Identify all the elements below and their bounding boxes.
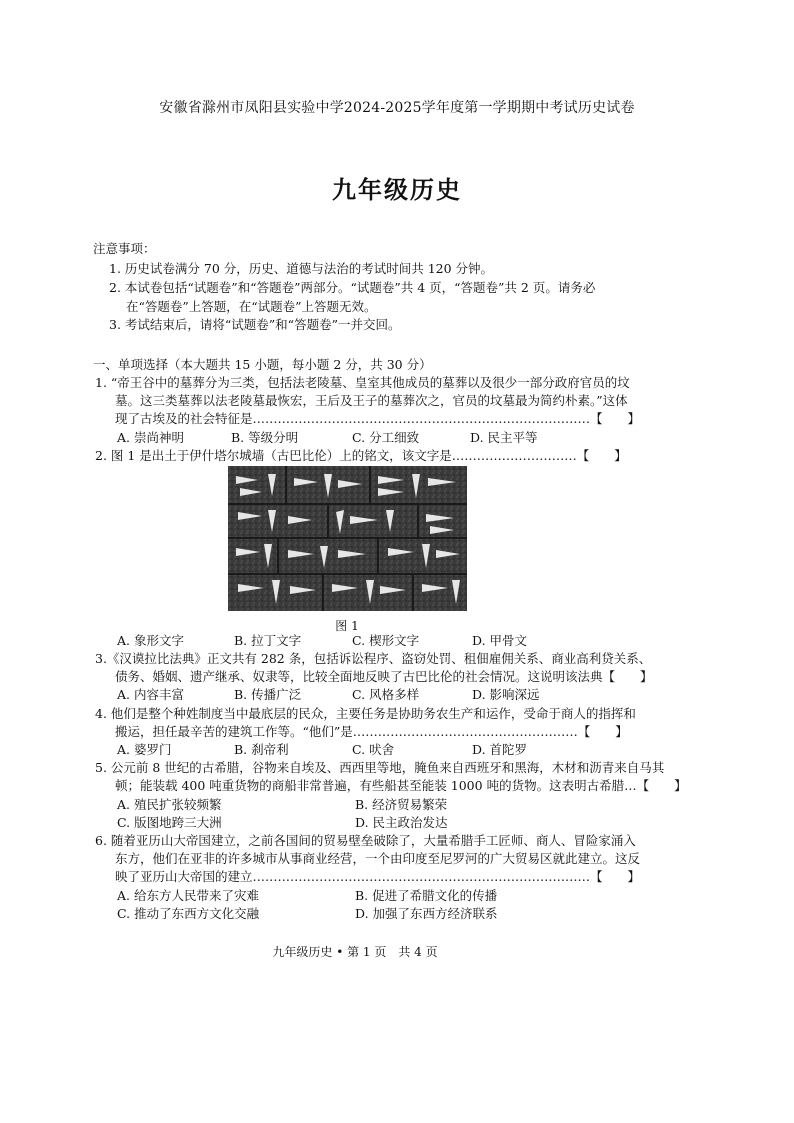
notice-item-3: 3. 考试结束后，请将“试题卷”和“答题卷”一并交回。 [109, 317, 401, 332]
notice-item-1: 1. 历史试卷满分 70 分，历史、道德与法治的考试时间共 120 分钟。 [109, 261, 494, 276]
q4-option-b: B. 刹帝利 [234, 742, 289, 757]
notice-item-2a: 2. 本试卷包括“试题卷”和“答题卷”两部分。“试题卷”共 4 页，“答题卷”共 2 页。请务必 [109, 280, 596, 295]
q3-line-1: 3.《汉谟拉比法典》正文共有 282 条，包括诉讼程序、盗窃处罚、租佃雇佣关系、商业高利贷关系、 [95, 651, 652, 666]
q3-line-2: 债务、婚姻、遗产继承、奴隶等，比较全面地反映了古巴比伦的社会情况。这说明该法典【 】 [115, 669, 653, 684]
page-footer: 九年级历史 • 第 1 页 共 4 页 [272, 945, 438, 959]
section-heading: 一、单项选择（本大题共 15 小题，每小题 2 分，共 30 分） [93, 357, 432, 372]
q1-option-b: B. 等级分明 [231, 430, 299, 445]
q5-line-2: 顿；能装载 400 吨重货物的商船非常普遍，有些船甚至能装 1000 吨的货物。这表明古希腊…【 】 [115, 778, 687, 793]
school-header: 安徽省滁州市凤阳县实验中学2024-2025学年度第一学期期中考试历史试卷 [159, 100, 635, 116]
q6-line-2: 东方，他们在亚非的许多城市从事商业经营，一个由印度至尼罗河的广大贸易区就此建立。这反 [115, 851, 641, 866]
q6-option-c: C. 推动了东西方文化交融 [117, 906, 260, 921]
q5-option-d: D. 民主政治发达 [355, 815, 448, 830]
q5-option-b: B. 经济贸易繁荣 [355, 797, 448, 812]
q4-line-1: 4. 他们是整个种姓制度当中最底层的民众，主要任务是协助务农生产和运作，受命于商人的指挥和 [95, 706, 636, 721]
q1-option-a: A. 崇尚神明 [117, 430, 184, 445]
q4-option-c: C. 吠舍 [352, 742, 395, 757]
q1-line-1: 1. “帝王谷中的墓葬分为三类，包括法老陵墓、皇室其他成员的墓葬以及很少一部分政府官员的坟 [95, 375, 630, 390]
q3-option-b: B. 传播广泛 [234, 687, 302, 702]
figure-caption: 图 1 [335, 619, 359, 633]
q3-option-d: D. 影响深远 [472, 687, 540, 702]
q5-option-c: C. 版图地跨三大洲 [117, 815, 222, 830]
q3-option-a: A. 内容丰富 [117, 687, 184, 702]
q6-option-b: B. 促进了希腊文化的传播 [355, 888, 498, 903]
q2-option-a: A. 象形文字 [117, 633, 184, 648]
q1-option-d: D. 民主平等 [470, 430, 538, 445]
q6-line-3: 映了亚历山大帝国的建立………………………………………………………………………【 】 [115, 869, 641, 884]
q2-option-c: C. 楔形文字 [352, 633, 420, 648]
q2-line-1: 2. 图 1 是出土于伊什塔尔城墙（古巴比伦）上的铭文，该文字是…………………………【 】 [95, 448, 627, 463]
q4-option-d: D. 首陀罗 [472, 742, 528, 757]
q2-option-d: D. 甲骨文 [472, 633, 528, 648]
q3-option-c: C. 风格多样 [352, 687, 420, 702]
q6-line-1: 6. 随着亚历山大帝国建立，之前各国间的贸易壁垒破除了，大量希腊手工匠师、商人、冒险家涌入 [95, 833, 636, 848]
cuneiform-inscription-image [228, 466, 467, 611]
q6-option-a: A. 给东方人民带来了灾难 [117, 888, 259, 903]
q2-option-b: B. 拉丁文字 [234, 633, 302, 648]
q4-option-a: A. 婆罗门 [117, 742, 172, 757]
q1-line-3: 现了古埃及的社会特征是………………………………………………………………………【 】 [115, 411, 641, 426]
page-title: 九年级历史 [332, 175, 462, 204]
q4-line-2: 搬运，担任最辛苦的建筑工作等。“他们”是………………………………………………【 】 [115, 724, 628, 739]
notice-heading: 注意事项： [93, 241, 156, 256]
q6-option-d: D. 加强了东西方经济联系 [355, 906, 498, 921]
q1-line-2: 墓。这三类墓葬以法老陵墓最恢宏，王后及王子的墓葬次之，官员的坟墓最为简约朴素。”这体 [115, 393, 628, 408]
q5-line-1: 5. 公元前 8 世纪的古希腊，谷物来自埃及、西西里等地，腌鱼来自西班牙和黑海，木材和沥青来自马其 [95, 760, 665, 775]
notice-item-2b: 在“答题卷”上答题，在“试题卷”上答题无效。 [126, 299, 377, 314]
q5-option-a: A. 殖民扩张较频繁 [117, 797, 222, 812]
q1-option-c: C. 分工细致 [352, 430, 420, 445]
